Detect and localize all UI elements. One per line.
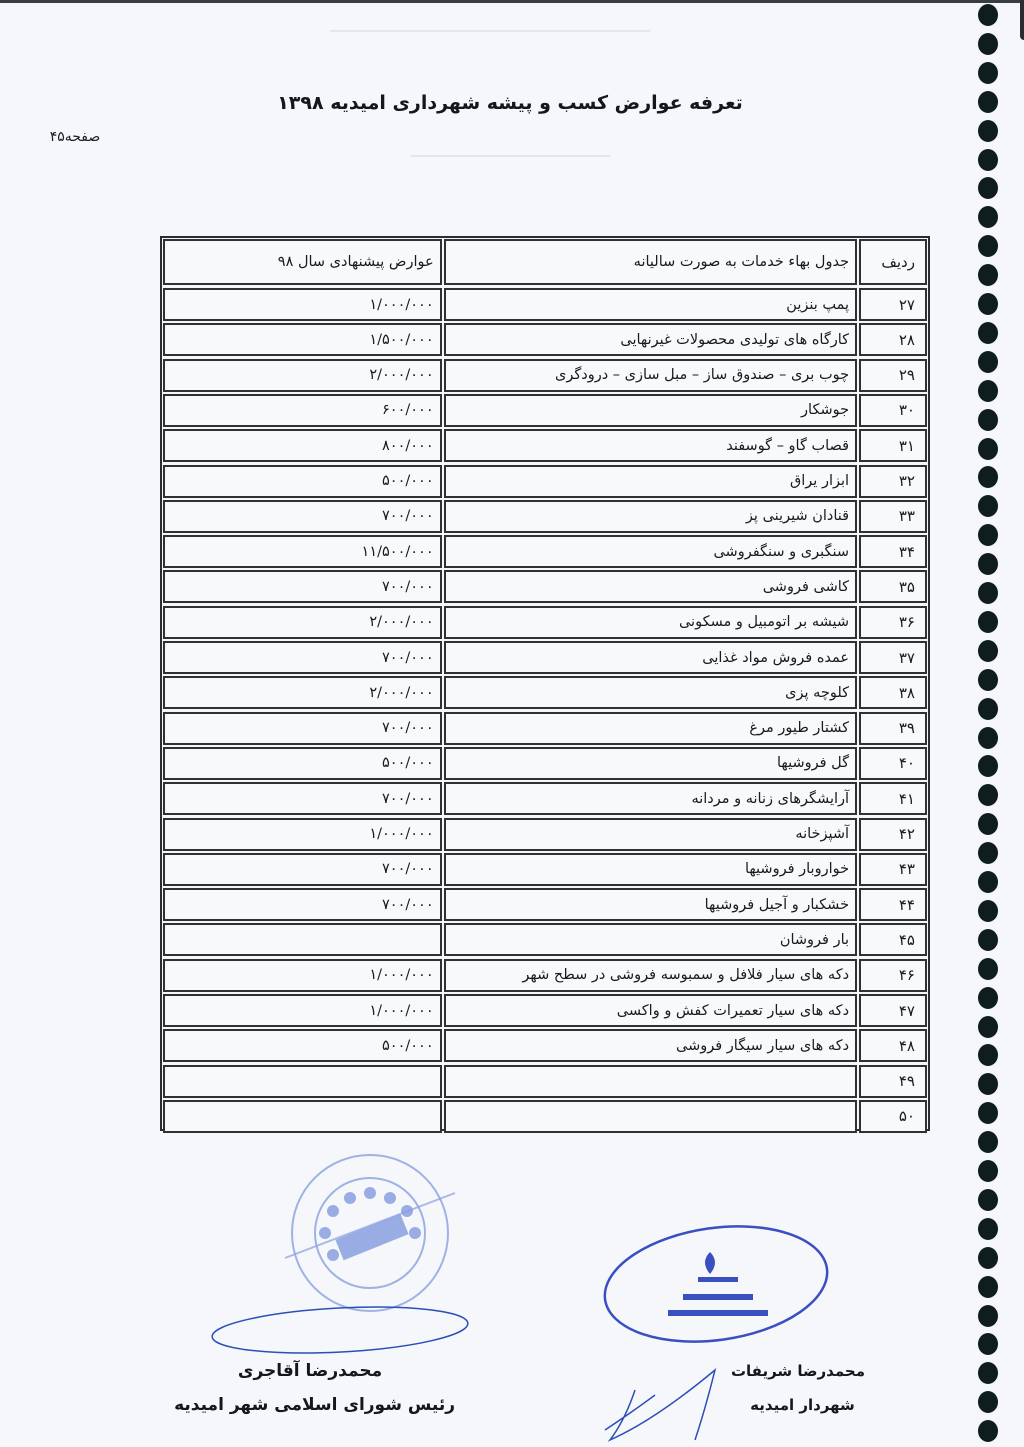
row-number-cell: ۲۹ [859, 359, 927, 392]
row-number-cell: ۳۵ [859, 570, 927, 603]
fee-cell: ۷۰۰/۰۰۰ [163, 782, 442, 815]
binder-hole [978, 582, 998, 604]
binder-hole [978, 1102, 998, 1124]
fee-cell: ۵۰۰/۰۰۰ [163, 747, 442, 780]
binder-hole [978, 958, 998, 980]
binder-hole [978, 842, 998, 864]
row-number-cell: ۲۷ [859, 288, 927, 321]
description-cell: کشتار طیور مرغ [444, 712, 857, 745]
row-number-cell: ۴۰ [859, 747, 927, 780]
binder-hole [978, 1333, 998, 1355]
table-row [162, 465, 928, 498]
binder-hole [978, 640, 998, 662]
binder-hole [978, 1218, 998, 1240]
table-row [162, 818, 928, 851]
row-number-cell: ۳۱ [859, 429, 927, 462]
row-number-cell: ۲۸ [859, 323, 927, 356]
description-cell: کارگاه های تولیدی محصولات غیرنهایی [444, 323, 857, 356]
row-number-cell: ۴۴ [859, 888, 927, 921]
fee-table [160, 236, 930, 1131]
row-number-cell: ۳۸ [859, 676, 927, 709]
header-fee: عوارض پیشنهادی سال ۹۸ [163, 239, 442, 285]
description-cell: قنادان شیرینی پز [444, 500, 857, 533]
description-cell: عمده فروش مواد غذایی [444, 641, 857, 674]
fee-cell: ۱/۰۰۰/۰۰۰ [163, 994, 442, 1027]
binder-hole [978, 235, 998, 257]
mayor-signature [595, 1350, 735, 1445]
binder-hole [978, 62, 998, 84]
council-head-name: محمدرضا آقاجری [237, 1361, 383, 1381]
table-row [162, 747, 928, 780]
fee-cell: ۱/۰۰۰/۰۰۰ [163, 818, 442, 851]
description-cell: دکه های سیار فلافل و سمبوسه فروشی در سطح شهر [444, 959, 857, 992]
fee-cell: ۱/۰۰۰/۰۰۰ [163, 959, 442, 992]
description-cell: کلوچه پزی [444, 676, 857, 709]
binder-hole [978, 33, 998, 55]
description-cell: سنگبری و سنگفروشی [444, 535, 857, 568]
binder-hole [978, 1160, 998, 1182]
faint-bleedthrough [410, 155, 610, 157]
description-cell: دکه های سیار تعمیرات کفش و واکسی [444, 994, 857, 1027]
row-number-cell: ۳۲ [859, 465, 927, 498]
fee-cell: ۲/۰۰۰/۰۰۰ [163, 606, 442, 639]
fee-cell [163, 1065, 442, 1098]
description-cell: شیشه بر اتومبیل و مسکونی [444, 606, 857, 639]
fee-cell: ۱/۵۰۰/۰۰۰ [163, 323, 442, 356]
row-number-cell: ۳۰ [859, 394, 927, 427]
table-row [162, 606, 928, 639]
table-row [162, 323, 928, 356]
table-row [162, 782, 928, 815]
row-number-cell: ۳۷ [859, 641, 927, 674]
row-number-cell: ۳۶ [859, 606, 927, 639]
row-number-cell: ۴۷ [859, 994, 927, 1027]
fee-cell: ۲/۰۰۰/۰۰۰ [163, 676, 442, 709]
description-cell: چوب بری – صندوق ساز – مبل سازی – درودگری [444, 359, 857, 392]
table-row [162, 853, 928, 886]
fee-cell: ۷۰۰/۰۰۰ [163, 500, 442, 533]
table-row [162, 641, 928, 674]
binder-hole [978, 4, 998, 26]
table-row [162, 535, 928, 568]
table-header-row [162, 239, 928, 285]
table-row [162, 994, 928, 1027]
council-head-role: رئیس شورای اسلامی شهر امیدیه [174, 1395, 455, 1415]
description-cell: خشکبار و آجیل فروشیها [444, 888, 857, 921]
binder-hole [978, 495, 998, 517]
table-row [162, 570, 928, 603]
binder-hole [978, 322, 998, 344]
table-row [162, 1065, 928, 1098]
header-description: جدول بهاء خدمات به صورت سالیانه [444, 239, 857, 285]
description-cell: ابزار یراق [444, 465, 857, 498]
description-cell [444, 1100, 857, 1133]
fee-cell: ۷۰۰/۰۰۰ [163, 853, 442, 886]
row-number-cell: ۵۰ [859, 1100, 927, 1133]
description-cell: آشپزخانه [444, 818, 857, 851]
binder-hole [978, 1044, 998, 1066]
table-row [162, 429, 928, 462]
row-number-cell: ۴۸ [859, 1029, 927, 1062]
description-cell: گل فروشیها [444, 747, 857, 780]
fee-cell: ۱/۰۰۰/۰۰۰ [163, 288, 442, 321]
description-cell: خواروبار فروشیها [444, 853, 857, 886]
row-number-cell: ۴۱ [859, 782, 927, 815]
binder-hole [978, 1276, 998, 1298]
header-row-number: ردیف [859, 239, 927, 285]
fee-cell [163, 923, 442, 956]
row-number-cell: ۳۹ [859, 712, 927, 745]
binder-hole [978, 669, 998, 691]
fee-cell: ۶۰۰/۰۰۰ [163, 394, 442, 427]
binder-hole [978, 1362, 998, 1384]
fee-cell [163, 1100, 442, 1133]
fee-cell: ۲/۰۰۰/۰۰۰ [163, 359, 442, 392]
document-title: تعرفه عوارض کسب و پیشه شهرداری امیدیه ۱۳۹۸ [277, 92, 743, 114]
binder-hole [978, 177, 998, 199]
description-cell: دکه های سیار سیگار فروشی [444, 1029, 857, 1062]
binder-hole [978, 524, 998, 546]
table-row [162, 394, 928, 427]
binder-hole [978, 813, 998, 835]
binder-hole [978, 91, 998, 113]
binder-hole [978, 1391, 998, 1413]
scan-right-edge [1020, 0, 1024, 40]
binder-hole [978, 206, 998, 228]
description-cell: قصاب گاو – گوسفند [444, 429, 857, 462]
binder-hole [978, 553, 998, 575]
table-row [162, 500, 928, 533]
council-signature [205, 1300, 485, 1362]
faint-bleedthrough [330, 30, 650, 32]
table-row [162, 359, 928, 392]
binder-hole [978, 293, 998, 315]
fee-cell: ۱۱/۵۰۰/۰۰۰ [163, 535, 442, 568]
binder-hole [978, 120, 998, 142]
mayor-role: شهردار امیدیه [750, 1396, 855, 1414]
binder-hole [978, 1131, 998, 1153]
binder-hole [978, 264, 998, 286]
row-number-cell: ۴۶ [859, 959, 927, 992]
row-number-cell: ۴۳ [859, 853, 927, 886]
row-number-cell: ۴۲ [859, 818, 927, 851]
binder-hole [978, 438, 998, 460]
description-cell: جوشکار [444, 394, 857, 427]
binder-hole [978, 351, 998, 373]
binder-hole [978, 1073, 998, 1095]
binder-hole [978, 987, 998, 1009]
page-number: صفحه۴۵ [49, 129, 101, 145]
row-number-cell: ۳۴ [859, 535, 927, 568]
table-row [162, 1100, 928, 1133]
table-row [162, 288, 928, 321]
row-number-cell: ۴۵ [859, 923, 927, 956]
description-cell: پمپ بنزین [444, 288, 857, 321]
scan-top-edge [0, 0, 1024, 3]
binder-hole [978, 1016, 998, 1038]
binder-hole [978, 380, 998, 402]
fee-cell: ۷۰۰/۰۰۰ [163, 570, 442, 603]
binder-hole [978, 727, 998, 749]
binder-hole [978, 466, 998, 488]
fee-cell: ۵۰۰/۰۰۰ [163, 465, 442, 498]
mayor-name: محمدرضا شریفات [730, 1362, 865, 1380]
description-cell: آرایشگرهای زنانه و مردانه [444, 782, 857, 815]
table-row [162, 923, 928, 956]
binder-hole [978, 1247, 998, 1269]
binder-hole [978, 149, 998, 171]
table-row [162, 712, 928, 745]
binder-hole [978, 784, 998, 806]
fee-cell: ۷۰۰/۰۰۰ [163, 888, 442, 921]
binder-hole [978, 611, 998, 633]
table-row [162, 1029, 928, 1062]
table-row [162, 959, 928, 992]
table-row [162, 676, 928, 709]
binder-hole [978, 1305, 998, 1327]
description-cell: بار فروشان [444, 923, 857, 956]
binder-hole [978, 1189, 998, 1211]
binder-hole [978, 698, 998, 720]
row-number-cell: ۴۹ [859, 1065, 927, 1098]
binder-hole [978, 900, 998, 922]
binder-hole [978, 1420, 998, 1442]
municipality-stamp [598, 1222, 838, 1352]
binder-hole [978, 871, 998, 893]
binder-hole [978, 755, 998, 777]
row-number-cell: ۳۳ [859, 500, 927, 533]
description-cell: کاشی فروشی [444, 570, 857, 603]
fee-cell: ۷۰۰/۰۰۰ [163, 641, 442, 674]
binder-hole [978, 409, 998, 431]
fee-cell: ۷۰۰/۰۰۰ [163, 712, 442, 745]
table-row [162, 888, 928, 921]
description-cell [444, 1065, 857, 1098]
binder-hole [978, 929, 998, 951]
fee-cell: ۵۰۰/۰۰۰ [163, 1029, 442, 1062]
fee-cell: ۸۰۰/۰۰۰ [163, 429, 442, 462]
